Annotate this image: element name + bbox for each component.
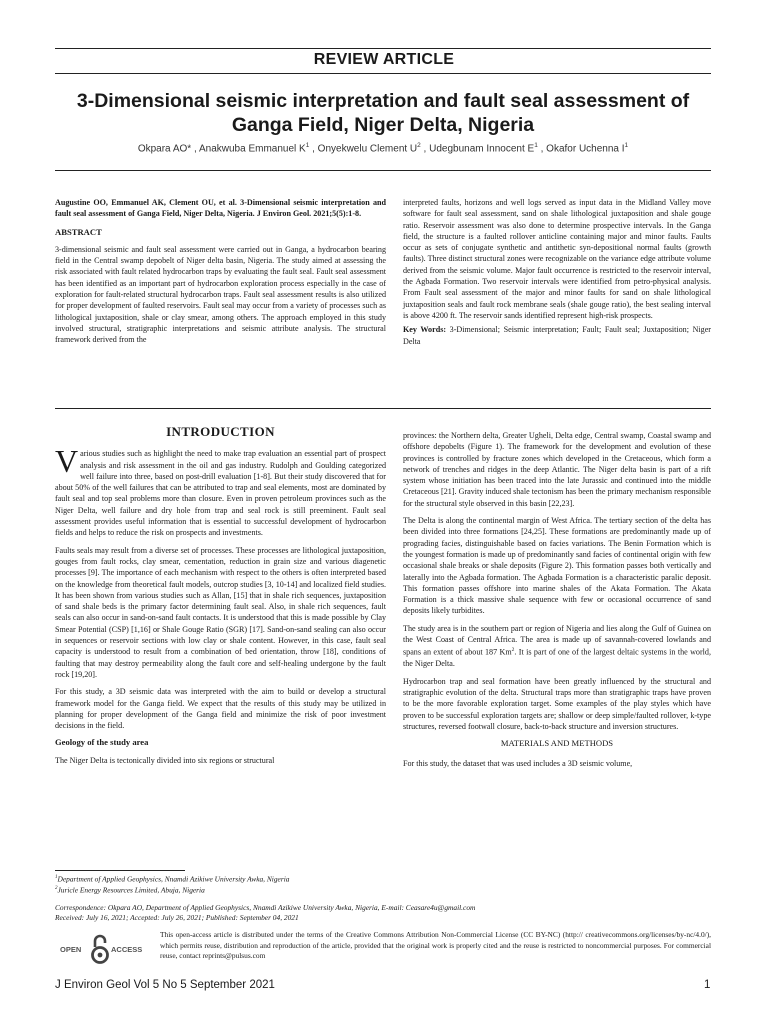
affiliation-2: $^2$Juricle Energy Resources Limited, Abuja, Nigeria (55, 885, 205, 895)
author-affiliation-marker: 2 (417, 142, 421, 149)
correspondence-text: Correspondence: Okpara AO, Department of Applied Geophysics, Nnamdi Azikiwe University Awka, Nigeria, E-mail: Ceasare4u@gmail.com (55, 903, 476, 912)
intro-paragraph-3: For this study, a 3D seismic data was interpreted with the aim to build or develop a structural framework model for the Ganga field. We expect that the results of this study may be utilized in planning for proper development of the Ganga field and minimize the risk of poor investment decisions in the field. (55, 687, 386, 731)
intro-paragraph-2: Faults seals may result from a diverse set of processes. These processes are lithological juxtaposition, gouges from fault rocks, clay smear, cementation, reduction in grain size and various diagenetic processes [9]. The importance of each mechanism with respect to the others is often interpreted based on the knowledge from theoretical fault models, outcrop studies [3, 10-14] and localized field studies. It has been shown from various studies such as Allan, [15] that in shale rich sequences, juxtaposition of sand shale beds is the primary factor determining fault seal. Also, in shale rich sequences, fault seals can also occur in sand-on-sand fault contacts. It is understood that this is made possible by Clay Smear Potential (CSP) [1,16] or Shale Gouge Ratio (SGR) [17]. Sand-on-sand sealing can also occur in sequences or reservoir sections with low clay or shale content. However, in this case, fault seal capacity is understood to result from a combination of bed orientation, throw [18], conditions of faulting that may destroy permeability along the fault core and self-healing undergone by the fault rock [19,20]. (55, 545, 386, 679)
intro-paragraph-1-text: arious studies such as highlight the need to make trap evaluation an essential part of prospect analysis and risk assessment in the oil and gas industry. Rudolph and Goulding categorized well failure into three, based on post-drill evaluation [1-8]. But their study discovered that for about 50% of the well failures that can be attributed to trap and seal elements, most are dominated by fault seal and top seal problems more than closure. Even in proven petroleum provinces such as the Niger Delta, well failure and dry hole from trap and seal rock is still preeminent. Fault seal assessment provides useful information that is essential to successful development of hydrocarbon fields and helps to reduce the risk on prospects and investments. (55, 449, 386, 538)
author-list: Okpara AO* , Anakwuba Emmanuel $K^1$ , Onyekwelu Clement $U^2$ , Udegbunam Innocent $E^1$ , Okafor Uchenna $I^1$ (137, 142, 629, 155)
affiliations (55, 870, 711, 896)
footer-journal: J Environ Geol Vol 5 No 5 September 2021 (55, 979, 275, 991)
body-column-left (55, 426, 386, 772)
body-column-right (403, 430, 711, 776)
introduction-heading: INTRODUCTION (166, 424, 275, 439)
abstract-rule (55, 408, 711, 409)
methods-heading: MATERIALS AND METHODS (500, 738, 614, 749)
geology-paragraph-start: The Niger Delta is tectonically divided into six regions or structural (55, 755, 275, 765)
correspondence-block (55, 903, 711, 923)
author-name: Onyekwelu Clement U (317, 143, 418, 155)
author-name: Okpara AO* (137, 143, 192, 155)
citation: Augustine OO, Emmanuel AK, Clement OU, et al. 3-Dimensional seismic interpretation and fault seal assessment of Ganga Field, Niger Delta, Nigeria. J Environ Geol. 2021;5(5):1-8. (55, 198, 386, 219)
affiliation-1: $^1$Department of Applied Geophysics, Nnamdi Azikiwe University Awka, Nigeria (55, 874, 290, 884)
footnote-rule (55, 870, 185, 871)
article-type-label: REVIEW ARTICLE (313, 51, 455, 68)
abstract-column-left (55, 197, 386, 352)
study-area-text-end: . It is part of one of the largest deltaic systems in the world, the Niger Delta. (403, 648, 711, 669)
abstract-text-right: interpreted faults, horizons and well logs served as input data in the Midland Valley move software for fault seal assessment, sand on shale lithological juxtaposition and shale gouge ratio. Reservoir assessment was also done to determine prospective intervals. In the Ganga field, the structure is a faulted rollover anticline containing major and minor faults. Faults occur as sets of conjugate synthetic and antithetic syn-depositional normal faults (growth faults). Three distinct structural zones were recognizable on the variance edge attribute volume derived from the seismic volume. Major fault occurrence is restricted to the reservoir interval, the Agbada Formation. Two reservoir intervals were identified from petro-physical analysis. From Fault seal assessment of the major and minor faults for sand on shale lithological juxtaposition seals and fault rock membrane seals (shale gouge ratio), the best sealing interval is above 4200 ft. The reservoir sands identified represent high-risk prospects. (403, 198, 711, 320)
keywords-text: 3-Dimensional; Seismic interpretation; Fault; Fault seal; Juxtaposition; Niger Delta (403, 325, 711, 346)
author-name: Udegbunam Innocent E (429, 143, 535, 155)
open-lock-icon (90, 933, 110, 965)
author-name: Anakwuba Emmanuel K (198, 143, 306, 155)
geology-paragraph-2: The Delta is along the continental margin of West Africa. The tertiary section of the delta has been divided into three formations [24,25]. These formations are predominantly made up of prograding facies, distinguishable based on facies variations. The Benin Formation which is the youngest formation is made up of predominantly sand facies of continental origin with few occasional shale breaks or shale deposits (Figure 2). This formation passes both vertically and laterally into the Agbada formation. The Agbada Formation is a characteristic paralic deposit. This formation passes offshore into marine shales of the Akata Formation. The Akata Formation is a thick massive shale sequence with few or occasional occurrence of sand deposits likely turbidites. (403, 516, 711, 616)
author-name: Okafor Uchenna I (546, 143, 625, 155)
geology-paragraph-3 (403, 623, 711, 670)
open-access-label-right: ACCESS (111, 945, 143, 954)
header-rule-top (55, 48, 711, 49)
abstract-column-right (403, 197, 711, 353)
open-access-badge (57, 930, 152, 970)
article-title: 3-Dimensional seismic interpretation and fault seal assessment of Ganga Field, Niger Delta, Nigeria (76, 90, 690, 136)
page-number: 1 (704, 979, 711, 991)
header-rule-bottom (55, 73, 711, 74)
author-affiliation-marker: 1 (305, 142, 310, 149)
superscript: 2 (511, 647, 515, 654)
license-text: This open-access article is distributed under the terms of the Creative Commons Attribution Non-Commercial License (CC BY-NC) (http:// creativecommons.org/licenses/by-nc/4.0/), which permits reuse, distribution and reproduction of the article, provided that the original work is properly cited and the reuse is restricted to noncommercial purposes. For commercial reuse, contact reprints@pulsus.com (160, 930, 711, 960)
intro-paragraph-1 (55, 443, 386, 538)
methods-paragraph-start: For this study, the dataset that was used includes a 3D seismic volume, (403, 759, 633, 769)
geology-paragraph-1: provinces: the Northern delta, Greater Ugheli, Delta edge, Central swamp, Coastal swamp and offshore depobelts (Figure 1). The framework for the development and evolution of these provinces is controlled by fracture zones which developed in the Cretaceous, which form a network of trenches and ridges in the deep Atlantic. The Niger delta basin is part of a rift system whose initiation has been traced into the late Jurassic and continued into the middle Cretaceous [21]. Gravity induced shale tectonism has been the primary mechanism responsible for the structural style observed in this basin [22,23]. (403, 431, 711, 508)
geology-heading: Geology of the study area (55, 737, 149, 748)
author-affiliation-marker: 1 (624, 142, 629, 149)
keywords-label: Key Words: (403, 325, 447, 335)
study-area-text: The study area is in the southern part or region of Nigeria and lies along the Gulf of Guinea on the West Coast of Central Africa. The area is made up of savannah-covered lowlands and spans an extent of about 187 Km (403, 623, 711, 658)
geology-paragraph-4: Hydrocarbon trap and seal formation have been greatly influenced by the structural and stratigraphic evolution of the delta. Structural traps more than stratigraphic traps have proven to be the more favorable exploration target. Some examples of the play styles which have proven to be successful exploration targets are; shallow or deep simple/faulted rollover, k-type structures, reversed footwall closure, back-to-back structure and inversion structures. (403, 676, 711, 731)
header-rule-authors (55, 170, 711, 171)
keywords (403, 324, 711, 347)
drop-cap: V (55, 443, 79, 480)
abstract-text-left: 3-dimensional seismic and fault seal assessment were carried out in Ganga, a hydrocarbon bearing field in the Central swamp depobelt of Niger delta basin, Nigeria. The study aimed at assessing the risk associated with fault related hydrocarbon traps by evaluating the fault seal. Fault seal assessment has been identified as an important part of hydrocarbon exploration process especially in the case of exploration for fault-related structural hydrocarbon traps. Fault seal assessment results is also utilized for proper development of faulted reservoirs. Fault seal may occur from a variety of processes such as lithological juxtaposition, shale or clay smear, among others. The approach employed in this study involved structural, stratigraphic interpretations and seismic attribute analysis. The structural framework derived from the (55, 244, 386, 345)
open-access-label-left: OPEN (60, 945, 82, 954)
abstract-heading: ABSTRACT (55, 226, 102, 237)
author-affiliation-marker: 1 (534, 142, 538, 149)
publication-dates: Received: July 16, 2021; Accepted: July 26, 2021; Published: September 04, 2021 (55, 913, 299, 922)
